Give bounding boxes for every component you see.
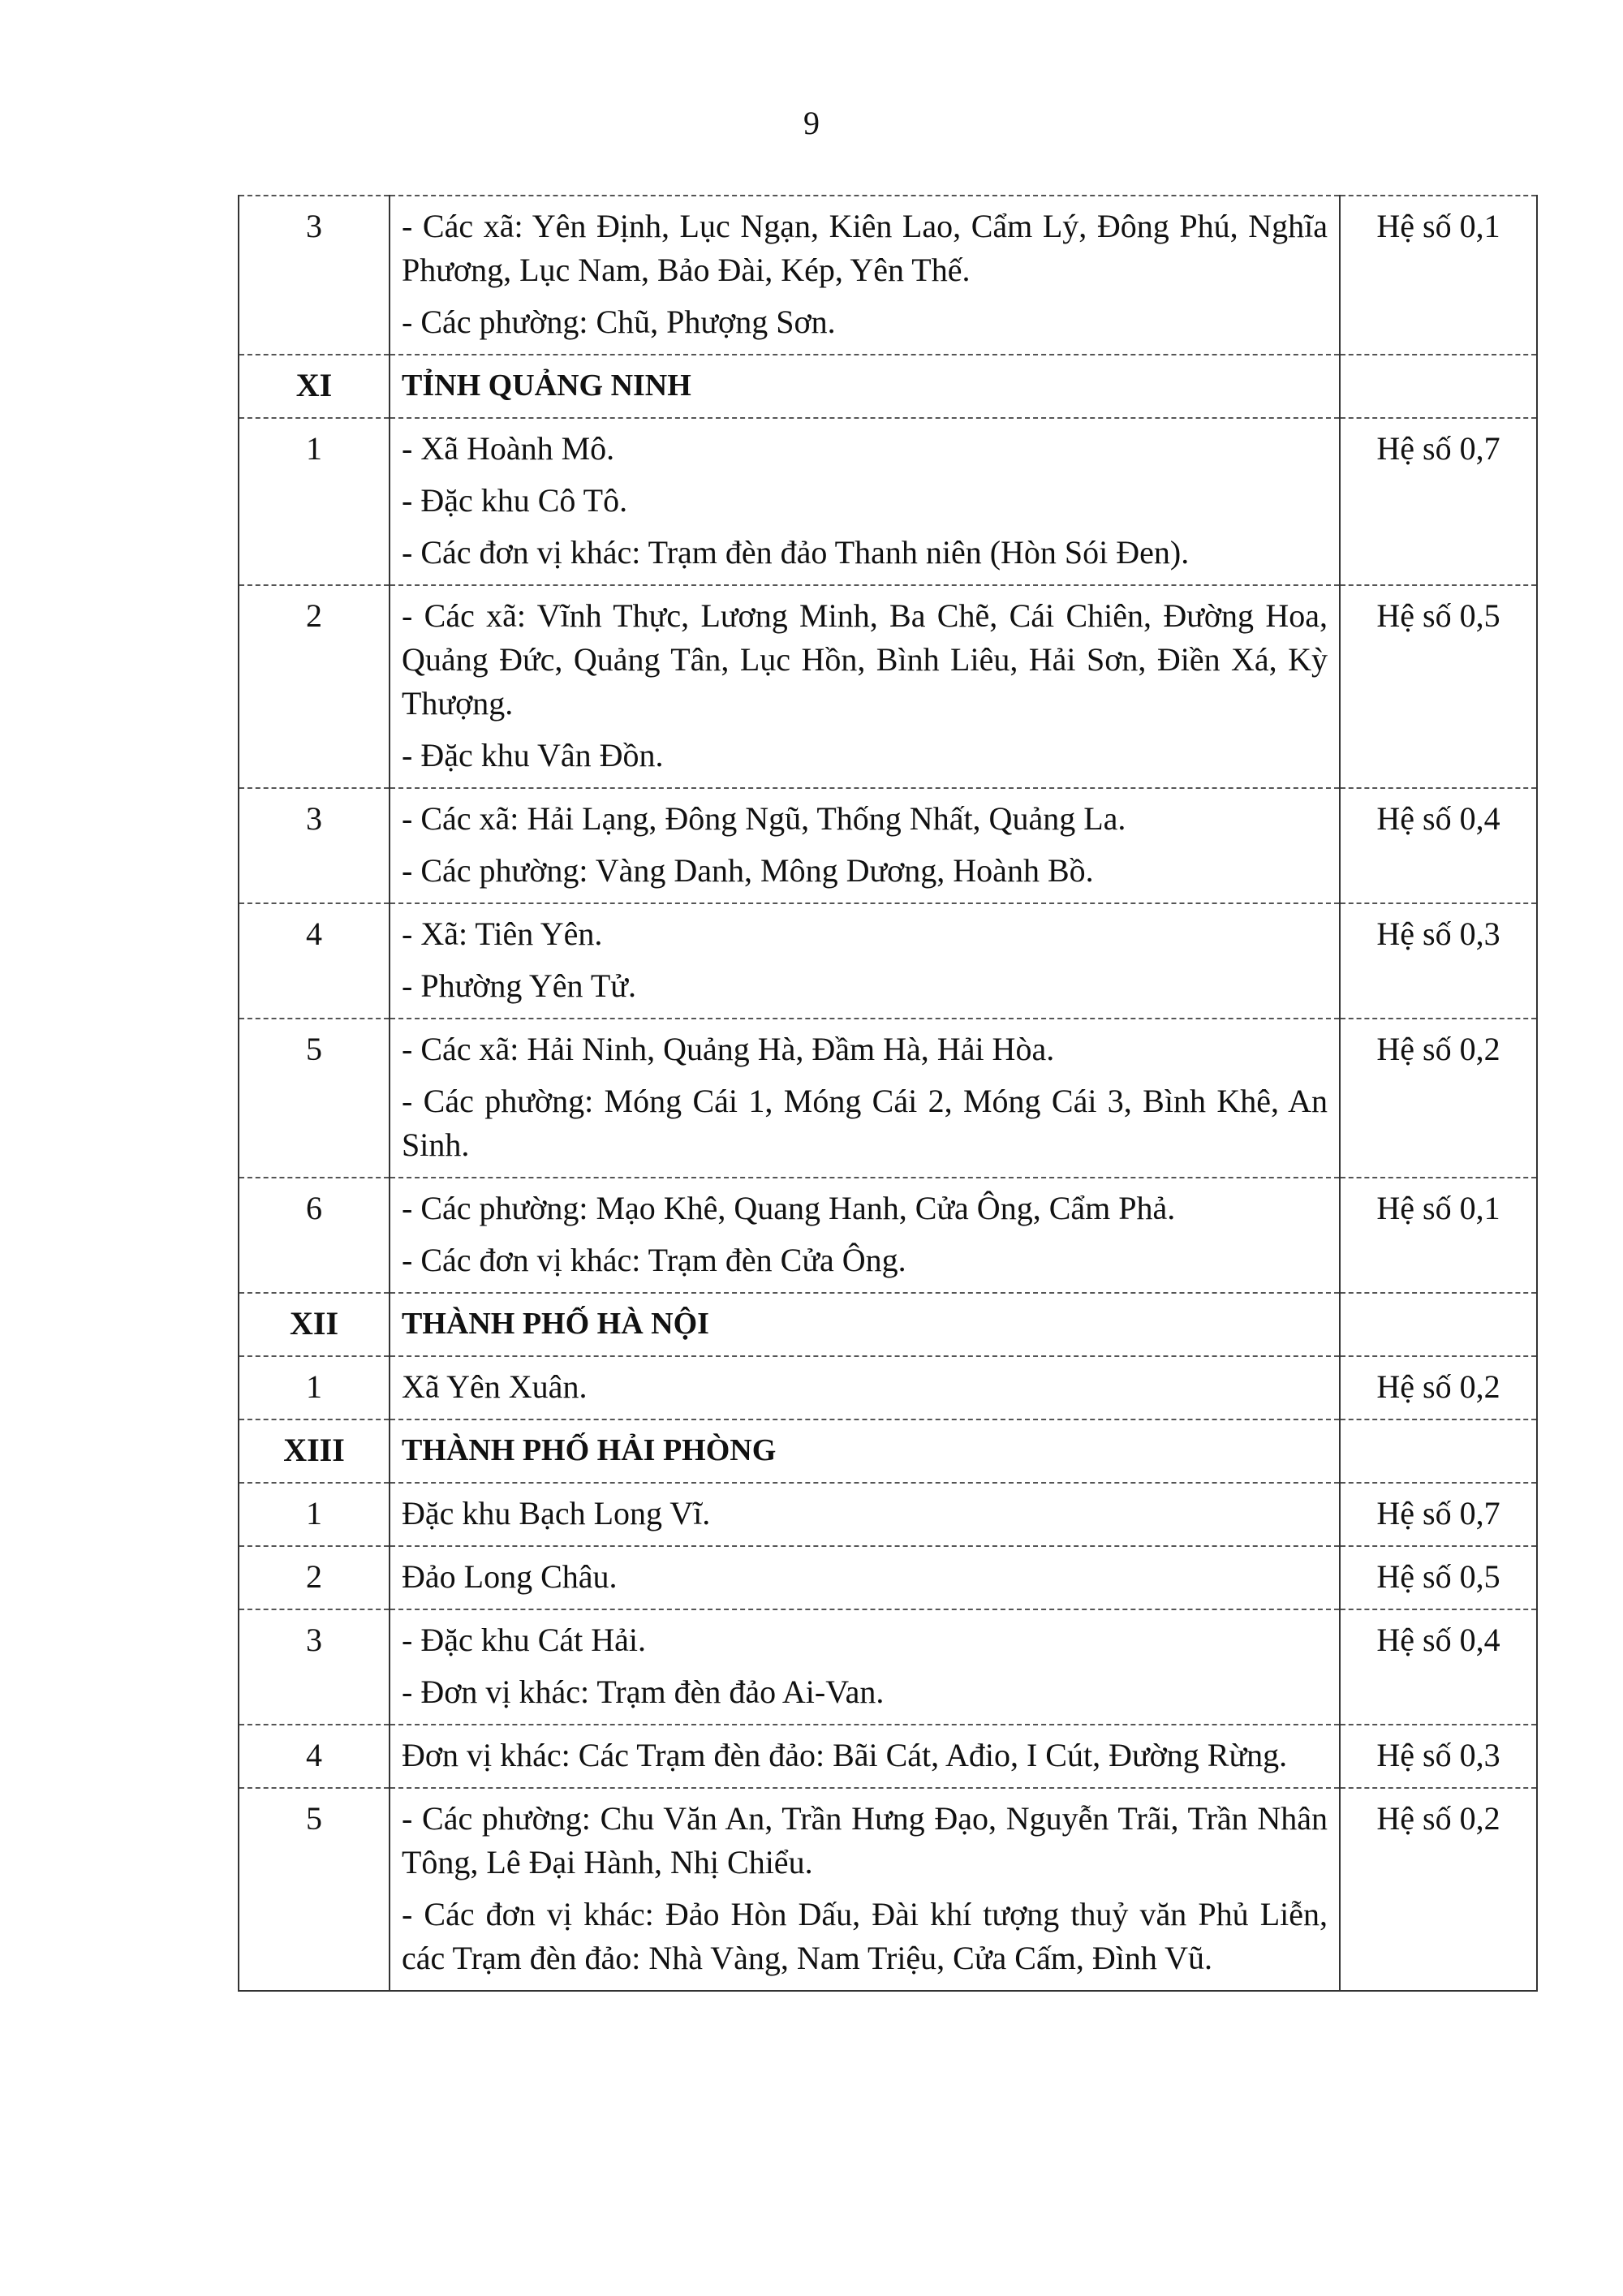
table-row [239, 1483, 1537, 1546]
row-number: 5 [239, 1788, 390, 1991]
table-row [239, 1609, 1537, 1725]
unit-list [390, 585, 1340, 788]
unit-list [390, 1019, 1340, 1178]
row-number: 1 [239, 1356, 390, 1419]
unit-line: - Các đơn vị khác: Trạm đèn đảo Thanh niên (Hòn Sói Đen). [402, 534, 1190, 571]
table-body [239, 196, 1537, 1991]
unit-line: - Các đơn vị khác: Trạm đèn Cửa Ông. [402, 1242, 906, 1278]
row-number: 4 [239, 903, 390, 1019]
unit-list [390, 196, 1340, 355]
unit-line: Đặc khu Bạch Long Vĩ. [402, 1495, 711, 1531]
page-number: 9 [803, 105, 820, 141]
row-number: 3 [239, 196, 390, 355]
section-title: THÀNH PHỐ HÀ NỘI [390, 1293, 1340, 1356]
unit-line: - Các xã: Hải Ninh, Quảng Hà, Đầm Hà, Hải Hòa. [402, 1031, 1055, 1067]
unit-line: - Đơn vị khác: Trạm đèn đảo Ai-Van. [402, 1674, 885, 1710]
unit-line: - Các phường: Mạo Khê, Quang Hanh, Cửa Ông, Cẩm Phả. [402, 1190, 1176, 1226]
unit-line: Đảo Long Châu. [402, 1558, 618, 1595]
unit-list [390, 1609, 1340, 1725]
unit-line: - Các phường: Chu Văn An, Trần Hưng Đạo, Nguyễn Trãi, Trần Nhân Tông, Lê Đại Hành, Nhị Chiểu. [402, 1800, 1328, 1880]
unit-list [390, 1356, 1340, 1419]
section-coefficient-empty [1340, 1293, 1537, 1356]
unit-line: - Các phường: Chũ, Phượng Sơn. [402, 304, 836, 340]
section-row [239, 1419, 1537, 1483]
unit-list [390, 1788, 1340, 1991]
table-row [239, 788, 1537, 903]
unit-line: Xã Yên Xuân. [402, 1368, 588, 1405]
unit-line: - Đặc khu Cô Tô. [402, 482, 628, 519]
coefficient: Hệ số 0,2 [1340, 1788, 1537, 1991]
unit-line: - Các xã: Hải Lạng, Đông Ngũ, Thống Nhất, Quảng La. [402, 800, 1126, 837]
unit-line: - Xã Hoành Mô. [402, 430, 615, 467]
row-number: 3 [239, 788, 390, 903]
section-number: XI [239, 355, 390, 418]
unit-list [390, 1178, 1340, 1293]
table-row [239, 1356, 1537, 1419]
unit-list [390, 788, 1340, 903]
unit-line: - Các phường: Móng Cái 1, Móng Cái 2, Móng Cái 3, Bình Khê, An Sinh. [402, 1083, 1328, 1163]
coefficient: Hệ số 0,5 [1340, 1546, 1537, 1609]
row-number: 5 [239, 1019, 390, 1178]
section-row [239, 355, 1537, 418]
unit-list [390, 1725, 1340, 1788]
section-title: TỈNH QUẢNG NINH [390, 355, 1340, 418]
coefficient-table [238, 195, 1538, 1992]
row-number: 6 [239, 1178, 390, 1293]
unit-list [390, 903, 1340, 1019]
coefficient: Hệ số 0,2 [1340, 1356, 1537, 1419]
unit-line: - Các xã: Vĩnh Thực, Lương Minh, Ba Chẽ, Cái Chiên, Đường Hoa, Quảng Đức, Quảng Tân, Lục Hồn, Bình Liêu, Hải Sơn, Điền Xá, Kỳ Thượng. [402, 597, 1328, 722]
table-row [239, 1019, 1537, 1178]
unit-list [390, 1483, 1340, 1546]
table-row [239, 903, 1537, 1019]
section-title: THÀNH PHỐ HẢI PHÒNG [390, 1419, 1340, 1483]
coefficient: Hệ số 0,4 [1340, 1609, 1537, 1725]
coefficient: Hệ số 0,3 [1340, 903, 1537, 1019]
row-number: 4 [239, 1725, 390, 1788]
table-row [239, 1178, 1537, 1293]
unit-line: - Các xã: Yên Định, Lục Ngạn, Kiên Lao, Cẩm Lý, Đông Phú, Nghĩa Phương, Lục Nam, Bảo Đài, Kép, Yên Thế. [402, 208, 1328, 288]
row-number: 2 [239, 585, 390, 788]
table-row [239, 1788, 1537, 1991]
table-row [239, 196, 1537, 355]
coefficient: Hệ số 0,7 [1340, 418, 1537, 585]
coefficient: Hệ số 0,5 [1340, 585, 1537, 788]
row-number: 2 [239, 1546, 390, 1609]
unit-line: Đơn vị khác: Các Trạm đèn đảo: Bãi Cát, Ađio, I Cút, Đường Rừng. [402, 1737, 1288, 1773]
unit-line: - Phường Yên Tử. [402, 967, 636, 1004]
coefficient: Hệ số 0,1 [1340, 1178, 1537, 1293]
unit-list [390, 418, 1340, 585]
unit-line: - Đặc khu Vân Đồn. [402, 737, 664, 773]
unit-line: - Các đơn vị khác: Đảo Hòn Dấu, Đài khí tượng thuỷ văn Phủ Liễn, các Trạm đèn đảo: Nhà Vàng, Nam Triệu, Cửa Cấm, Đình Vũ. [402, 1896, 1328, 1976]
coefficient: Hệ số 0,1 [1340, 196, 1537, 355]
unit-line: - Đặc khu Cát Hải. [402, 1622, 647, 1658]
row-number: 3 [239, 1609, 390, 1725]
unit-line: - Xã: Tiên Yên. [402, 915, 603, 952]
table-row [239, 1725, 1537, 1788]
coefficient: Hệ số 0,3 [1340, 1725, 1537, 1788]
section-coefficient-empty [1340, 355, 1537, 418]
row-number: 1 [239, 1483, 390, 1546]
unit-list [390, 1546, 1340, 1609]
table-row [239, 1546, 1537, 1609]
section-number: XII [239, 1293, 390, 1356]
section-row [239, 1293, 1537, 1356]
section-number: XIII [239, 1419, 390, 1483]
unit-line: - Các phường: Vàng Danh, Mông Dương, Hoành Bồ. [402, 852, 1094, 889]
section-coefficient-empty [1340, 1419, 1537, 1483]
table-row [239, 418, 1537, 585]
row-number: 1 [239, 418, 390, 585]
coefficient: Hệ số 0,2 [1340, 1019, 1537, 1178]
coefficient: Hệ số 0,7 [1340, 1483, 1537, 1546]
coefficient: Hệ số 0,4 [1340, 788, 1537, 903]
table-row [239, 585, 1537, 788]
